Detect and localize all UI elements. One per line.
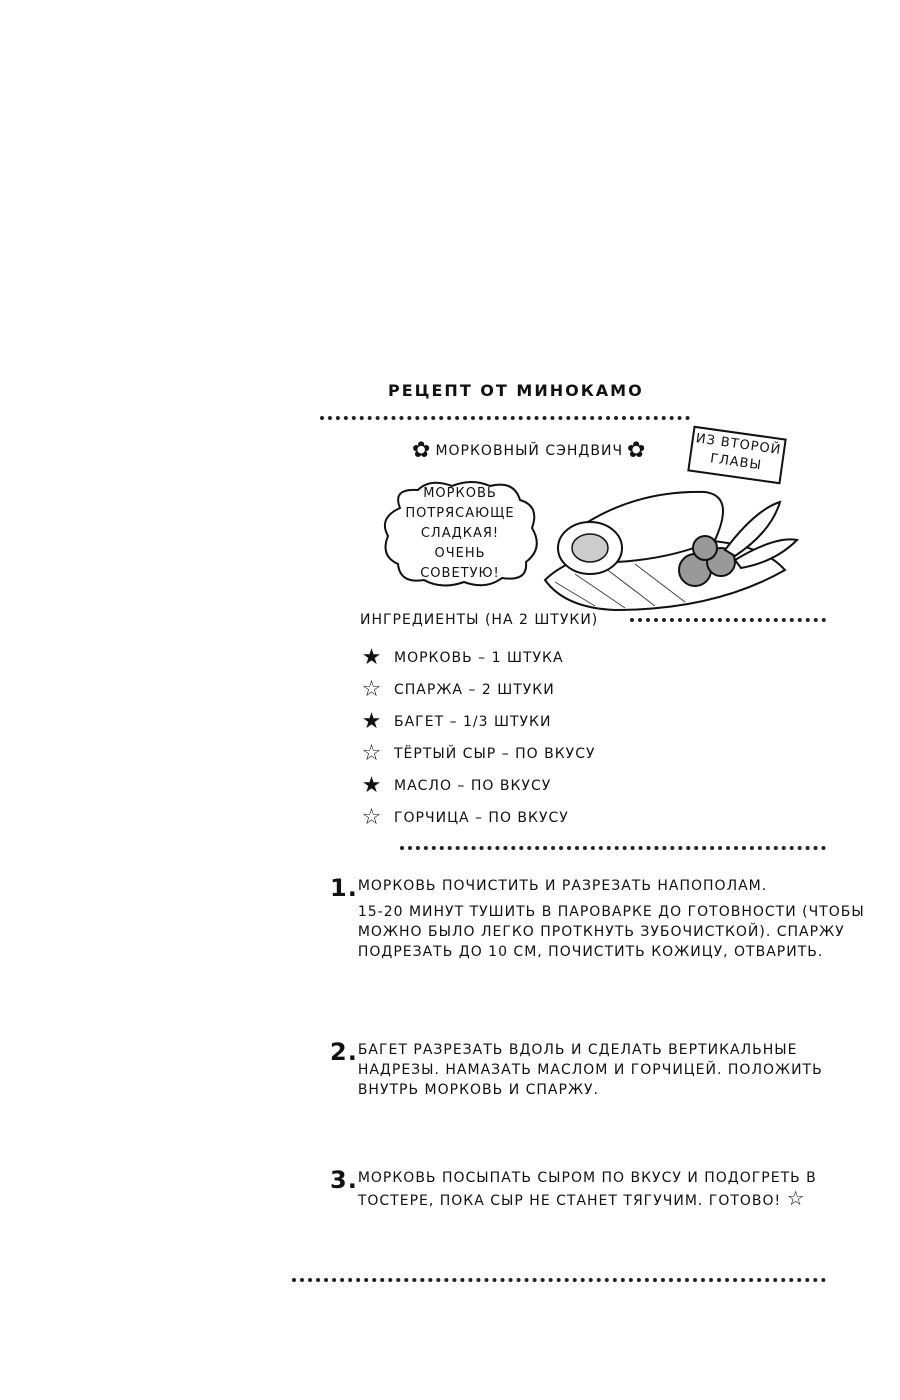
ingredient-text: СПАРЖА – 2 ШТУКИ bbox=[394, 682, 555, 698]
ingredient-text: ТЁРТЫЙ СЫР – ПО ВКУСУ bbox=[394, 746, 596, 762]
step-text: БАГЕТ РАЗРЕЗАТЬ ВДОЛЬ И СДЕЛАТЬ ВЕРТИКАЛЬНЫЕ НАДРЕЗЫ. НАМАЗАТЬ МАСЛОМ И ГОРЧИЦЕЙ. ПОЛОЖИТЬ ВНУТРЬ МОРКОВЬ И СПАРЖУ. bbox=[357, 1042, 823, 1098]
star-icon: ★ bbox=[361, 645, 383, 670]
ingredient-item bbox=[358, 706, 596, 738]
dish-name: МОРКОВНЫЙ СЭНДВИЧ bbox=[435, 443, 624, 459]
ingredient-item bbox=[358, 802, 596, 834]
recipe-title: РЕЦЕПТ ОТ МИНОКАМО bbox=[388, 381, 644, 400]
star-outline-icon: ☆ bbox=[361, 677, 383, 702]
step-number: 2. bbox=[330, 1038, 358, 1066]
star-outline-icon: ☆ bbox=[361, 805, 383, 830]
flower-icon: ✿ bbox=[412, 438, 432, 463]
chapter-tag: ИЗ ВТОРОЙ ГЛАВЫ bbox=[687, 426, 786, 485]
dish-heading bbox=[412, 440, 646, 462]
ingredient-item bbox=[358, 770, 596, 802]
ingredient-item bbox=[358, 674, 596, 706]
sandwich-illustration bbox=[535, 470, 805, 630]
step-text: МОРКОВЬ ПОЧИСТИТЬ И РАЗРЕЗАТЬ НАПОПОЛАМ. bbox=[357, 878, 768, 894]
ingredient-text: МАСЛО – ПО ВКУСУ bbox=[394, 778, 552, 794]
flower-icon: ✿ bbox=[627, 438, 647, 463]
speech-bubble bbox=[378, 478, 542, 590]
ingredient-text: БАГЕТ – 1/3 ШТУКИ bbox=[394, 714, 552, 730]
ingredients-list bbox=[358, 642, 596, 834]
star-outline-icon: ☆ bbox=[361, 741, 383, 766]
star-icon: ★ bbox=[361, 709, 383, 734]
step-number: 3. bbox=[330, 1166, 358, 1194]
step-text bbox=[358, 1168, 870, 1211]
step-number: 1. bbox=[330, 874, 358, 902]
top-dotted-divider bbox=[320, 416, 690, 426]
ingredient-text: ГОРЧИЦА – ПО ВКУСУ bbox=[394, 810, 569, 826]
step-3 bbox=[330, 1168, 870, 1211]
bubble-text: МОРКОВЬ ПОТРЯСАЮЩЕ СЛАДКАЯ! ОЧЕНЬ СОВЕТУЮ! bbox=[405, 486, 515, 581]
star-outline-icon: ☆ bbox=[786, 1186, 806, 1210]
step-text: 15-20 МИНУТ ТУШИТЬ В ПАРОВАРКЕ ДО ГОТОВНОСТИ (ЧТОБЫ МОЖНО БЫЛО ЛЕГКО ПРОТКНУТЬ ЗУБОЧИСТКОЙ). СПАРЖУ ПОДРЕЗАТЬ ДО 10 СМ, ПОЧИСТИТЬ КОЖИЦУ, ОТВАРИТЬ. bbox=[357, 904, 865, 960]
ingredient-item bbox=[358, 642, 596, 674]
step-text-content: МОРКОВЬ ПОСЫПАТЬ СЫРОМ ПО ВКУСУ И ПОДОГРЕТЬ В ТОСТЕРЕ, ПОКА СЫР НЕ СТАНЕТ ТЯГУЧИМ. ГОТОВО! bbox=[357, 1170, 817, 1209]
bottom-dotted-divider bbox=[292, 1278, 826, 1288]
ingredients-dotted-divider bbox=[630, 618, 826, 628]
star-icon: ★ bbox=[361, 773, 383, 798]
step-1 bbox=[330, 876, 870, 962]
ingredient-text: МОРКОВЬ – 1 ШТУКА bbox=[394, 650, 564, 666]
steps-dotted-divider bbox=[400, 846, 826, 856]
ingredients-heading: ИНГРЕДИЕНТЫ (НА 2 ШТУКИ) bbox=[360, 612, 599, 628]
ingredient-item bbox=[358, 738, 596, 770]
step-2 bbox=[330, 1040, 870, 1100]
